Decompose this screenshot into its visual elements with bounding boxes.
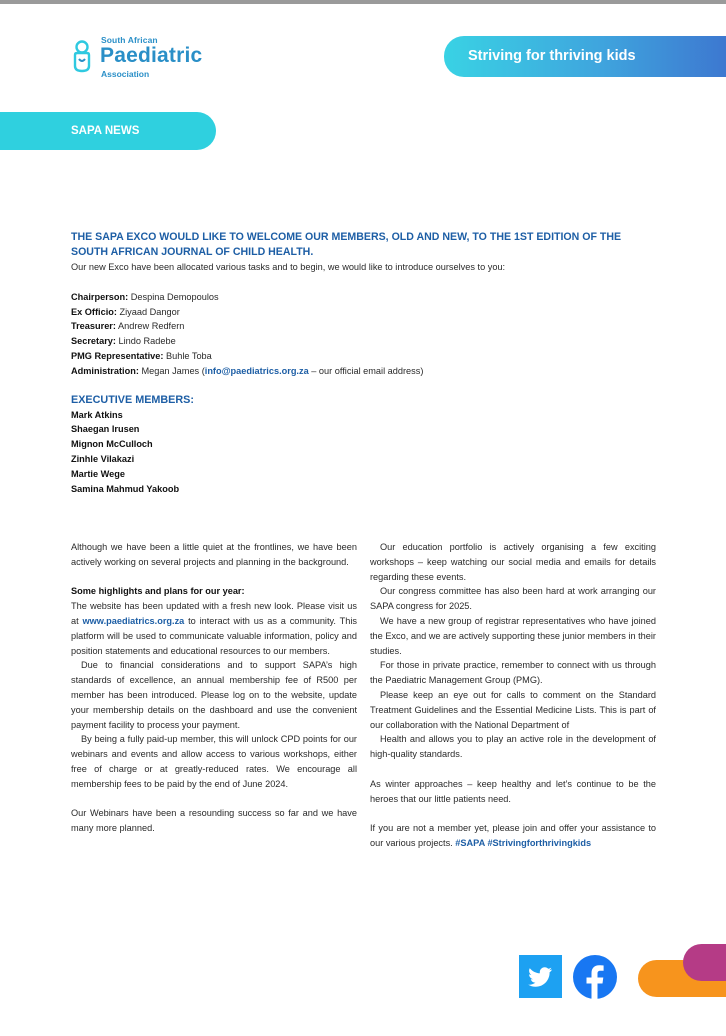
role-item <box>71 349 661 364</box>
right-para-2: Our congress committee has also been hard at work arranging our SAPA congress for 2025. <box>370 586 656 612</box>
role-item <box>71 364 661 379</box>
sapa-logo[interactable] <box>70 35 230 81</box>
role-item <box>71 319 661 334</box>
facebook-icon[interactable] <box>573 955 617 999</box>
role-name: Buhle Toba <box>163 350 212 361</box>
right-para-1: Our education portfolio is actively organising a few exciting workshops – keep watching our social media and emails for details regarding these events. <box>370 542 656 582</box>
member-name: Martie Wege <box>71 468 125 479</box>
facebook-f-icon <box>573 955 617 999</box>
left-para-2-pre: The website has been updated with a fresh new look. Please visit us at <box>71 601 357 626</box>
left-column <box>71 540 357 836</box>
exec-members-heading: EXECUTIVE MEMBERS: <box>71 393 194 406</box>
member-name: Zinhle Vilakazi <box>71 453 135 464</box>
role-label: PMG Representative: <box>71 350 164 361</box>
right-para-7: As winter approaches – keep healthy and let’s continue to be the heroes that our little patients need. <box>370 778 656 804</box>
intro-headline: THE SAPA EXCO WOULD LIKE TO WELCOME OUR MEMBERS, OLD AND NEW, TO THE 1ST EDITION OF THE SOUTH AFRICAN JOURNAL OF CHILD HEALTH. <box>71 231 622 258</box>
left-para-4: By being a fully paid-up member, this will unlock CPD points for our webinars and events and allow access to various workshops, either free of charge or at greatly-reduced rates. We encourage all membership fees to be paid by the end of June 2024. <box>71 734 357 789</box>
left-para-5: Our Webinars have been a resounding success so far and we have many more planned. <box>71 808 357 834</box>
role-name: Ziyaad Dangor <box>116 306 180 317</box>
hashtags[interactable]: #SAPA #Strivingforthrivingkids <box>455 837 592 848</box>
left-para-2 <box>71 599 357 658</box>
right-para-5: Please keep an eye out for calls to comment on the Standard Treatment Guidelines and the Essential Medicine Lists. This is part of our collaboration with the National Department of <box>370 689 656 730</box>
role-name: Despina Demopoulos <box>128 291 219 302</box>
role-item <box>71 305 661 320</box>
role-name: Andrew Redfern <box>115 321 185 332</box>
website-link[interactable]: www.paediatrics.org.za <box>82 615 185 626</box>
logo-mark-icon <box>70 39 94 73</box>
role-label: Ex Officio: <box>71 306 117 317</box>
logo-small-text: South African <box>101 35 158 45</box>
logo-assoc-text: Association <box>101 69 150 79</box>
member-name: Samina Mahmud Yakoob <box>71 483 180 494</box>
logo-big-text: Paediatric <box>100 44 203 67</box>
intro-section <box>71 230 661 496</box>
section-tab: SAPA NEWS <box>0 112 216 150</box>
right-para-3: We have a new group of registrar representatives who have joined the Exco, and we are actively supporting these junior members in their studies. <box>370 615 656 656</box>
role-name: Megan James ( <box>138 365 205 376</box>
right-para-8-pre: If you are not a member yet, please join and offer your assistance to our various projects. <box>370 823 656 848</box>
intro-lead: Our new Exco have been allocated various tasks and to begin, we would like to introduce ourselves to you: <box>71 262 506 272</box>
highlights-subheading: Some highlights and plans for our year: <box>71 586 245 597</box>
member-name: Mark Atkins <box>71 409 123 420</box>
admin-email-link[interactable]: info@paediatrics.org.za <box>204 365 309 376</box>
left-para-2-post: to interact with us as a community. This platform will be used to communicate valuable information, policy and position statements and educational resources to our members. <box>71 615 358 656</box>
member-name: Mignon McCulloch <box>71 439 153 450</box>
left-para-3: Due to financial considerations and to support SAPA’s high standards of excellence, an annual membership fee of R500 per member has been introduced. Please log on to the website, update your membership details on the dashboard and use the convenient payment facility to process your payment. <box>71 660 357 730</box>
role-label: Treasurer: <box>71 321 116 332</box>
right-column <box>370 540 656 851</box>
top-rule <box>0 0 726 4</box>
right-para-6: Health and allows you to play an active role in the development of high-quality standards. <box>370 734 656 760</box>
role-label: Chairperson: <box>71 291 129 302</box>
right-para-4: For those in private practice, remember to connect with us through the Paediatric Management Group (PMG). <box>370 660 656 686</box>
role-label: Administration: <box>71 365 139 376</box>
twitter-icon[interactable] <box>519 955 562 998</box>
magenta-decor-tab <box>683 944 726 981</box>
admin-email-suffix: – our official email address) <box>308 365 424 376</box>
role-item <box>71 334 661 349</box>
twitter-bird-icon <box>519 955 562 998</box>
tagline-banner: Striving for thriving kids <box>444 36 726 77</box>
role-list <box>71 290 661 379</box>
member-name: Shaegan Irusen <box>71 424 140 435</box>
role-label: Secretary: <box>71 336 116 347</box>
role-name: Lindo Radebe <box>115 336 176 347</box>
role-item <box>71 290 661 305</box>
right-para-8 <box>370 821 656 851</box>
left-para-1: Although we have been a little quiet at the frontlines, we have been actively working on several projects and planning in the background. <box>71 542 357 567</box>
